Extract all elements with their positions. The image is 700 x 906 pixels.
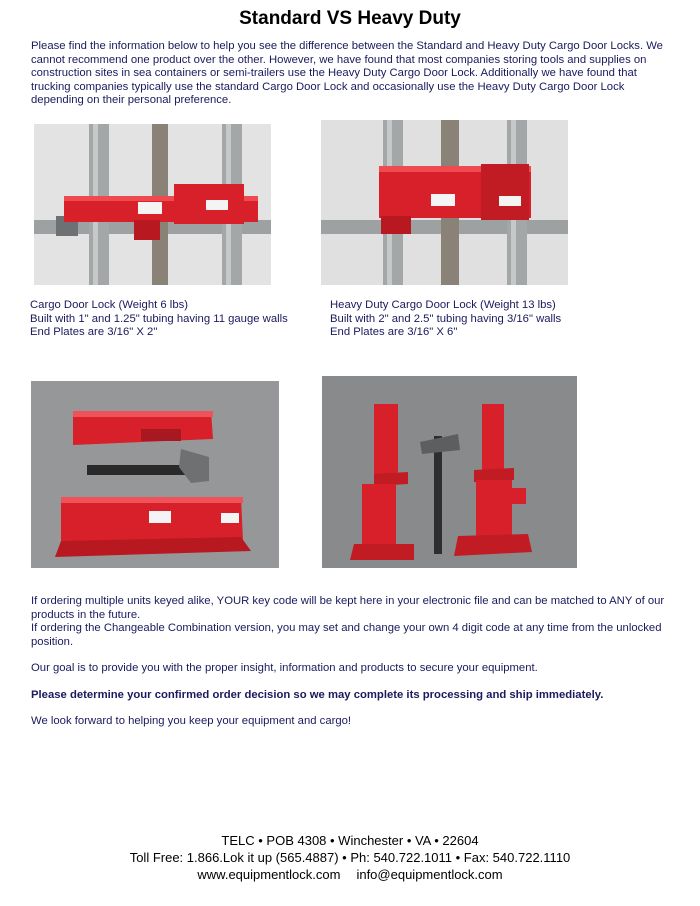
- footer-phones: Toll Free: 1.866.Lok it up (565.4887) • Ph: 540.722.1011 • Fax: 540.722.1110: [129, 850, 571, 865]
- intro-paragraph: Please find the information below to help you see the difference between the Standard and Heavy Duty Cargo Door Locks. We cannot recommend one product over the other. However, we have found that most companies storing tools and supplies on construction sites in sea containers or semi-trailers use the Heavy Duty Cargo Door Lock. Additionally we have found that trucking companies typically use the standard Cargo Door Lock and occasionally use the Heavy Duty Cargo Door Lock depending on their personal preference.: [31, 40, 663, 106]
- standard-lock-hammer-photo: [31, 381, 279, 568]
- standard-lock-endplates: End Plates are 3/16" X 2": [30, 326, 158, 338]
- heavy-duty-lock-photo: [321, 120, 568, 285]
- footer-address: TELC • POB 4308 • Winchester • VA • 22604: [221, 833, 479, 848]
- standard-lock-tubing: Built with 1" and 1.25" tubing having 11 gauge walls: [30, 312, 288, 325]
- closing-paragraph: We look forward to helping you keep your equipment and cargo!: [31, 715, 352, 727]
- standard-lock-caption: [30, 299, 288, 340]
- email-link[interactable]: info@equipmentlock.com: [356, 867, 503, 882]
- order-decision-paragraph: Please determine your confirmed order decision so we may complete its processing and ship immediately.: [31, 688, 604, 701]
- footer-contact: [0, 832, 700, 883]
- goal-paragraph: Our goal is to provide you with the proper insight, information and products to secure your equipment.: [31, 662, 538, 674]
- standard-lock-photo: [34, 124, 271, 285]
- page-title: Standard VS Heavy Duty: [239, 8, 461, 29]
- combination-paragraph: If ordering the Changeable Combination version, you may set and change your own 4 digit code at any time from the unlocked position.: [31, 622, 662, 648]
- website-link[interactable]: www.equipmentlock.com: [197, 867, 341, 882]
- heavy-lock-endplates: End Plates are 3/16" X 6": [330, 326, 458, 338]
- heavy-lock-name: Heavy Duty Cargo Door Lock (Weight 13 lbs): [330, 299, 556, 311]
- heavy-lock-caption: [330, 299, 561, 340]
- heavy-lock-tubing: Built with 2" and 2.5" tubing having 3/16" walls: [330, 312, 562, 325]
- keyed-alike-paragraph: If ordering multiple units keyed alike, YOUR key code will be kept here in your electronic file and can be matched to ANY of our products in the future.: [31, 595, 665, 621]
- standard-lock-name: Cargo Door Lock (Weight 6 lbs): [30, 299, 189, 311]
- body-text: [31, 595, 671, 729]
- heavy-lock-hammer-photo: [322, 376, 577, 568]
